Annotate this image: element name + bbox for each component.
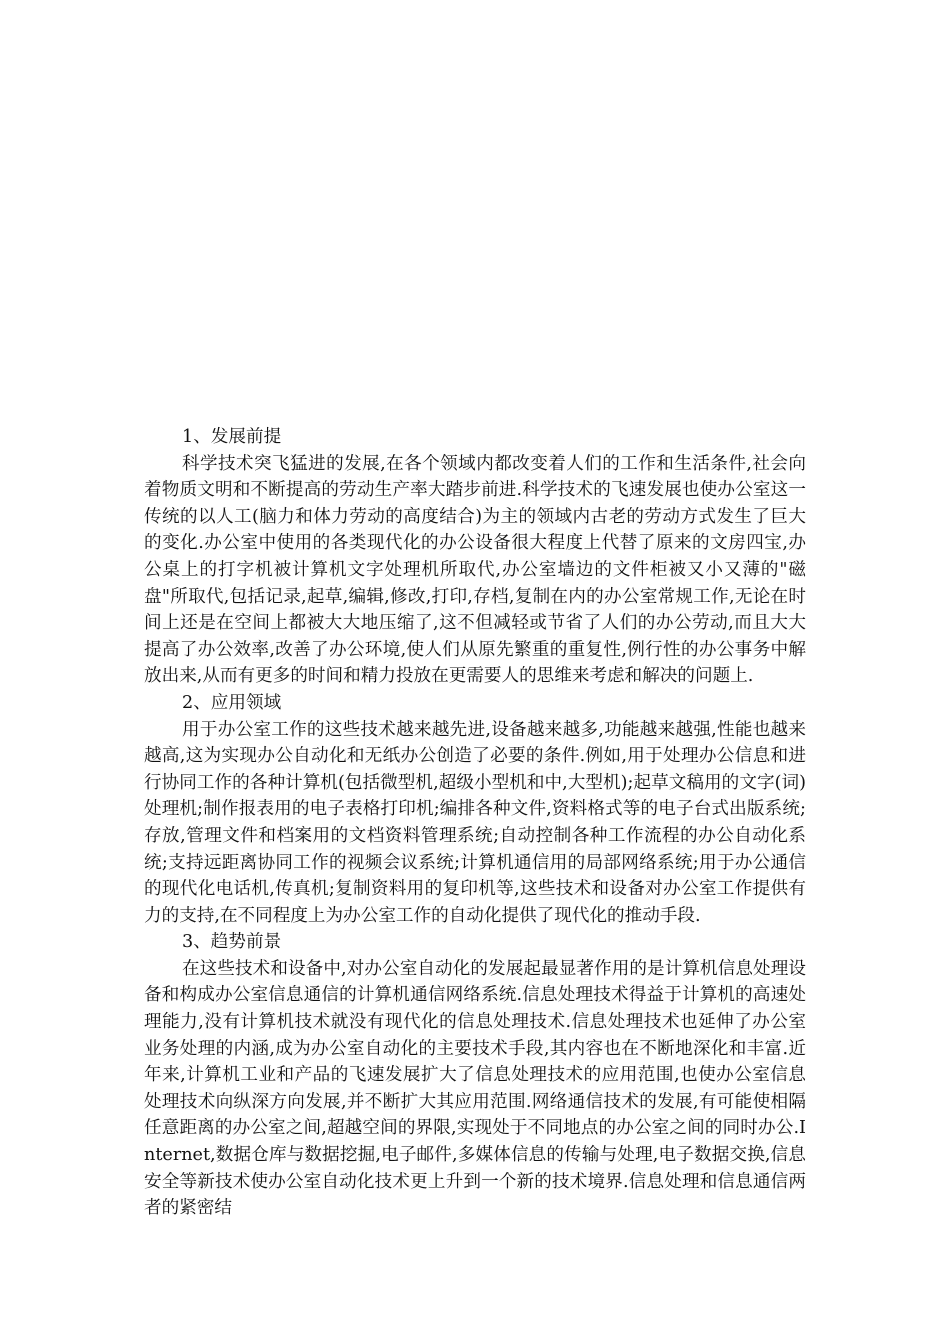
section-heading-applications: 2、应用领域 — [182, 692, 282, 713]
section-paragraph-premise: 科学技术突飞猛进的发展,在各个领域内都改变着人们的工作和生活条件,社会向着物质文明和不断提高的劳动生产率大踏步前进.科学技术的飞速发展也使办公室这一传统的以人工(脑力和体力劳动的高度结合)为主的领域内古老的劳动方式发生了巨大的变化.办公室中使用的各类现代化的办公设备很大程度上代替了原来的文房四宝,办公桌上的打字机被计算机文字处理机所取代,办公室墙边的文件柜被又小又薄的"磁盘"所取代,包括记录,起草,编辑,修改,打印,存档,复制在内的办公室常规工作,无论在时间上还是在空间上都被大大地压缩了,这不但减轻或节省了人们的办公劳动,而且大大提高了办公效率,改善了办公环境,使人们从原先繁重的重复性,例行性的办公事务中解放出来,从而有更多的时间和精力投放在更需要人的思维来考虑和解决的问题上. — [144, 453, 806, 687]
section-heading-premise: 1、发展前提 — [182, 427, 282, 447]
section-heading-trends: 3、趋势前景 — [182, 932, 282, 953]
document-body — [144, 424, 806, 1222]
section-paragraph-applications: 用于办公室工作的这些技术越来越先进,设备越来越多,功能越来越强,性能也越来越高,这为实现办公自动化和无纸办公创造了必要的条件.例如,用于处理办公信息和进行协同工作的各种计算机(包括微型机,超级小型机和中,大型机);起草文稿用的文字(词)处理机;制作报表用的电子表格打印机;编排各种文件,资料格式等的电子台式出版系统;存放,管理文件和档案用的文档资料管理系统;自动控制各种工作流程的办公自动化系统;支持远距离协同工作的视频会议系统;计算机通信用的局部网络系统;用于办公通信的现代化电话机,传真机;复制资料用的复印机等,这些技术和设备对办公室工作提供有力的支持,在不同程度上为办公室工作的自动化提供了现代化的推动手段. — [144, 719, 806, 926]
section-paragraph-trends: 在这些技术和设备中,对办公室自动化的发展起最显著作用的是计算机信息处理设备和构成办公室信息通信的计算机通信网络系统.信息处理技术得益于计算机的高速处理能力,没有计算机技术就没有现代化的信息处理技术.信息处理技术也延伸了办公室业务处理的内涵,成为办公室自动化的主要技术手段,其内容也在不断地深化和丰富.近年来,计算机工业和产品的飞速发展扩大了信息处理技术的应用范围,也使办公室信息处理技术向纵深方向发展,并不断扩大其应用范围.网络通信技术的发展,有可能使相隔任意距离的办公室之间,超越空间的界限,实现处于不同地点的办公室之间的同时办公.Internet,数据仓库与数据挖掘,电子邮件,多媒体信息的传输与处理,电子数据交换,信息安全等新技术使办公室自动化技术更上升到一个新的技术境界.信息处理和信息通信两者的紧密结 — [144, 958, 806, 1219]
